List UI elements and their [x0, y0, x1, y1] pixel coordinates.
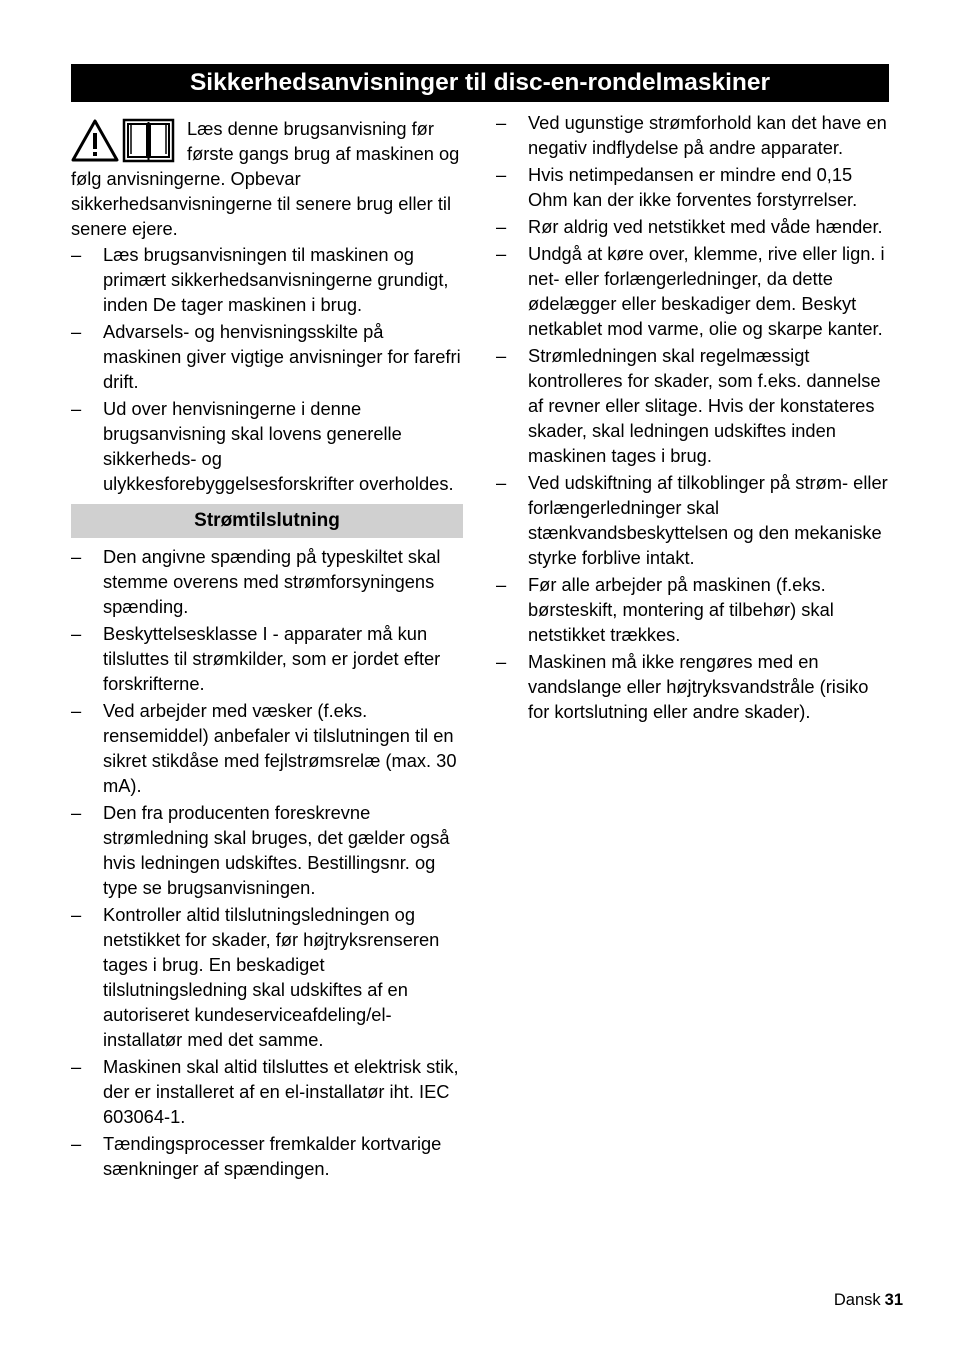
section-heading: Strømtilslutning: [71, 504, 463, 538]
bullet-dash: –: [496, 472, 507, 493]
list-item: – Ud over henvisningerne i denne brugsanvisning skal lovens generelle sikkerheds- og ulykkesforebyggelsesforskrifter overholdes.: [71, 398, 454, 494]
bullet-dash: –: [71, 700, 82, 721]
power-connection-list-continued: [496, 110, 888, 724]
list-item: – Undgå at køre over, klemme, rive eller lign. i net- eller forlængerledninger, da dette ødelægger eller beskadiger dem. Beskyt netkablet mod varme, olie og skarpe kanter.: [496, 243, 885, 339]
list-item: – Rør aldrig ved netstikket med våde hænder.: [496, 216, 883, 237]
list-item: – Advarsels- og henvisningsskilte på maskinen giver vigtige anvisninger for farefri drift.: [71, 321, 461, 392]
list-item: – Ved udskiftning af tilkoblinger på strøm- eller forlængerledninger skal stænkvandsbeskyttelsen og den mekaniske styrke forblive intakt.: [496, 472, 888, 568]
bullet-dash: –: [496, 345, 507, 366]
bullet-dash: –: [71, 398, 82, 419]
warning-triangle-icon: [73, 121, 117, 160]
list-item: – Ved arbejder med væsker (f.eks. rensemiddel) anbefaler vi tilslutningen til en sikret stikdåse med fejlstrømsrelæ (max. 30 mA).: [71, 700, 457, 796]
bullet-dash: –: [71, 244, 82, 265]
list-item: – Kontroller altid tilslutningsledningen og netstikket for skader, før højtryksrenseren tages i brug. En beskadiget tilslutningsledning skal udskiftes af en autoriseret kundeserviceafdeling/el-installatør med det samme.: [71, 904, 440, 1050]
list-item: – Den fra producenten foreskrevne strømledning skal bruges, det gælder også hvis ledningen udskiftes. Bestillingsnr. og type se brugsanvisningen.: [71, 802, 450, 898]
bullet-dash: –: [496, 574, 507, 595]
list-item: – Maskinen må ikke rengøres med en vandslange eller højtryksvandstråle (risiko for kortslutning eller andre skader).: [496, 651, 869, 722]
bullet-dash: –: [71, 904, 82, 925]
page-title: Sikkerhedsanvisninger til disc-en-rondelmaskiner: [71, 64, 889, 102]
bullet-dash: –: [496, 651, 507, 672]
list-item: – Strømledningen skal regelmæssigt kontrolleres for skader, som f.eks. dannelse af revner eller slitage. Hvis der konstateres skader, skal ledningen udskiftes inden maskinen tages i brug.: [496, 345, 881, 466]
right-column: [496, 110, 888, 726]
page-number: 31: [884, 1291, 903, 1309]
list-item: – Maskinen skal altid tilsluttes et elektrisk stik, der er installeret af en el-installatør iht. IEC 603064-1.: [71, 1056, 459, 1127]
general-safety-list: [71, 242, 463, 496]
left-column: [71, 116, 463, 1183]
bullet-dash: –: [71, 321, 82, 342]
bullet-dash: –: [496, 243, 507, 264]
list-item: – Den angivne spænding på typeskiltet skal stemme overens med strømforsyningens spænding.: [71, 546, 441, 617]
list-item: – Læs brugsanvisningen til maskinen og primært sikkerhedsanvisningerne grundigt, inden De tager maskinen i brug.: [71, 244, 449, 315]
intro-text: Læs denne brugsanvisning før første gangs brug af maskinen og følg anvisningerne. Opbevar sikkerhedsanvisningerne til senere brug eller til senere ejere.: [71, 118, 460, 239]
list-item: – Hvis netimpedansen er mindre end 0,15 Ohm kan der ikke forventes forstyrrelser.: [496, 164, 858, 210]
manual-book-icon: [124, 120, 173, 161]
bullet-dash: –: [71, 1133, 82, 1154]
bullet-dash: –: [496, 216, 507, 237]
list-item: – Beskyttelsesklasse I - apparater må kun tilsluttes til strømkilder, som er jordet efter forskrifterne.: [71, 623, 441, 694]
list-item: – Ved ugunstige strømforhold kan det have en negativ indflydelse på andre apparater.: [496, 112, 887, 158]
list-item: – Tændingsprocesser fremkalder kortvarige sænkninger af spændingen.: [71, 1133, 442, 1179]
bullet-dash: –: [71, 1056, 82, 1077]
bullet-dash: –: [71, 546, 82, 567]
bullet-dash: –: [496, 112, 507, 133]
bullet-dash: –: [496, 164, 507, 185]
intro-icons: [71, 118, 175, 164]
list-item: – Før alle arbejder på maskinen (f.eks. børsteskift, montering af tilbehør) skal netstikket trækkes.: [496, 574, 834, 645]
footer-language: Dansk: [833, 1291, 881, 1309]
bullet-dash: –: [71, 623, 82, 644]
bullet-dash: –: [71, 802, 82, 823]
page-footer: [834, 1289, 903, 1311]
power-connection-list: [71, 544, 463, 1181]
intro-block: [71, 116, 463, 241]
